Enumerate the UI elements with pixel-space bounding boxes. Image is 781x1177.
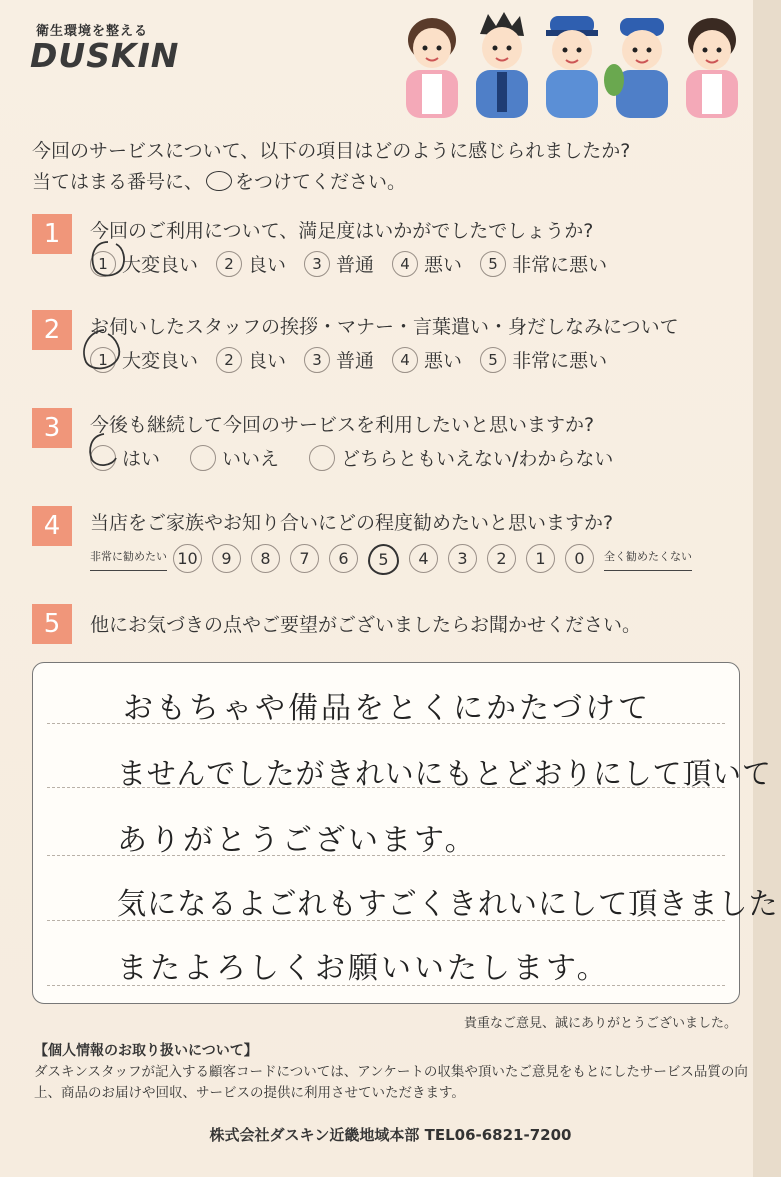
options-row <box>90 444 631 471</box>
scale-option-4[interactable]: 4 <box>409 544 438 573</box>
intro-line-2 <box>32 167 630 198</box>
question-text: 今回のご利用について、満足度はいかがでしたでしょうか? <box>90 220 594 242</box>
question-text: お伺いしたスタッフの挨拶・マナー・言葉遣い・身だしなみについて <box>90 316 679 338</box>
scale-right-label: 全く勧めたくない <box>604 548 692 571</box>
scale-option-0[interactable]: 0 <box>565 544 594 573</box>
question-1 <box>32 214 752 284</box>
option-3[interactable]: 3 普通 <box>304 250 374 277</box>
question-5 <box>32 604 752 648</box>
comment-line-3: ありがとうございます。 <box>117 823 478 858</box>
company-footer: 株式会社ダスキン近畿地域本部 TEL06-6821-7200 <box>209 1126 572 1144</box>
comment-box[interactable] <box>32 662 779 1004</box>
question-4 <box>32 506 752 586</box>
question-text: 今後も継続して今回のサービスを利用したいと思いますか? <box>90 414 595 436</box>
question-text: 当店をご家族やお知り合いにどの程度勧めたいと思いますか? <box>90 512 614 534</box>
question-number: 1 <box>32 214 72 254</box>
mascot-4 <box>604 18 668 118</box>
question-3 <box>32 408 752 478</box>
comment-line-5: またよろしくお願いいたします。 <box>117 951 610 986</box>
scale-option-10[interactable]: 10 <box>173 544 202 573</box>
mascot-2 <box>476 12 528 118</box>
option-1[interactable]: 1 大変良い <box>90 250 198 277</box>
mascot-3 <box>546 16 598 118</box>
card-edge <box>753 0 781 1177</box>
circle-mark-icon <box>206 171 232 191</box>
question-2 <box>32 310 752 380</box>
option-unsure[interactable]: どちらともいえない/わからない <box>309 444 613 471</box>
scale-numbers <box>173 544 604 575</box>
comment-line-1: おもちゃや備品をとくにかたづけて <box>123 691 651 726</box>
question-number: 4 <box>32 506 72 546</box>
duskin-logo: DUSKIN <box>30 36 180 75</box>
option-4[interactable]: 4 悪い <box>392 346 462 373</box>
option-no[interactable]: いいえ <box>190 444 279 471</box>
question-number: 5 <box>32 604 72 644</box>
scale-option-6[interactable]: 6 <box>329 544 358 573</box>
question-text: 他にお気づきの点やご要望がございましたらお聞かせください。 <box>90 614 642 636</box>
question-number: 3 <box>32 408 72 448</box>
mascot-1 <box>406 18 458 118</box>
scale-option-8[interactable]: 8 <box>251 544 280 573</box>
scale-option-9[interactable]: 9 <box>212 544 241 573</box>
intro-line-1: 今回のサービスについて、以下の項目はどのように感じられましたか? <box>32 140 631 162</box>
question-number: 2 <box>32 310 72 350</box>
option-4[interactable]: 4 悪い <box>392 250 462 277</box>
option-5[interactable]: 5 非常に悪い <box>480 250 607 277</box>
scale-option-3[interactable]: 3 <box>448 544 477 573</box>
privacy-text: ダスキンスタッフが記入する顧客コードについては、アンケートの収集や頂いたご意見をもとにしたサービス品質の向上、商品のお届けや回収、サービスの提供に利用させていただきます。 <box>34 1064 748 1101</box>
brand-tagline: 衛生環境を整える <box>36 24 149 39</box>
recommend-scale <box>90 544 698 575</box>
option-5[interactable]: 5 非常に悪い <box>480 346 607 373</box>
thanks-note: 貴重なご意見、誠にありがとうございました。 <box>463 1016 737 1031</box>
option-1[interactable]: 1 大変良い <box>90 346 198 373</box>
option-3[interactable]: 3 普通 <box>304 346 374 373</box>
scale-left-label: 非常に勧めたい <box>90 548 167 571</box>
options-row <box>90 250 625 277</box>
comment-line-4: 気になるよごれもすごくきれいにして頂きました <box>117 887 779 922</box>
intro-line-2-pre: 当てはまる番号に、 <box>32 171 204 193</box>
comment-line-2: ませんでしたがきれいにもとどおりにして頂いて <box>117 757 772 792</box>
intro-line-2-post: をつけてください。 <box>235 171 407 193</box>
privacy-title: 【個人情報のお取り扱いについて】 <box>34 1043 258 1059</box>
scale-option-7[interactable]: 7 <box>290 544 319 573</box>
scale-option-2[interactable]: 2 <box>487 544 516 573</box>
staff-mascots-icon <box>380 10 760 118</box>
mascot-5 <box>686 18 738 118</box>
option-2[interactable]: 2 良い <box>216 346 286 373</box>
scale-option-1[interactable]: 1 <box>526 544 555 573</box>
survey-intro <box>32 136 630 198</box>
scale-option-5-selected[interactable]: 5 <box>368 544 399 575</box>
option-yes[interactable]: はい <box>90 444 160 471</box>
option-2[interactable]: 2 良い <box>216 250 286 277</box>
options-row <box>90 346 625 373</box>
